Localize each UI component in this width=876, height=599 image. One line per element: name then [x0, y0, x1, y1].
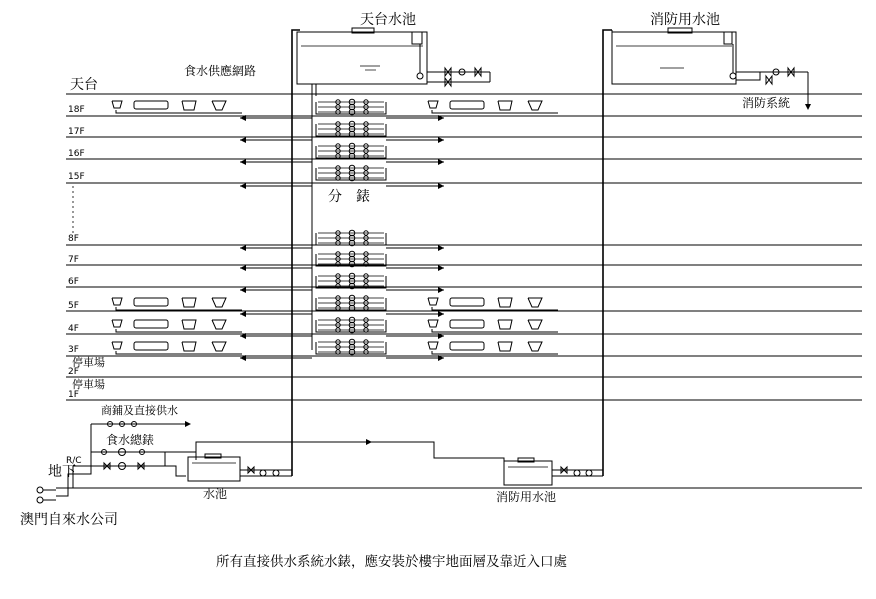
- parking-label-lower: 停車場: [72, 378, 105, 391]
- sub-meter-bank: [316, 230, 386, 246]
- floor-label-18f: 18F: [68, 105, 85, 115]
- water-company-label: 澳門自來水公司: [20, 512, 118, 528]
- floor-label-8f: 8F: [68, 234, 79, 244]
- sub-meter-bank: [316, 165, 386, 181]
- fixture-group: [428, 101, 558, 113]
- supply-network-label: 食水供應網路: [184, 64, 257, 78]
- ground-supply: [20, 403, 196, 528]
- fire-ground-tank-label: 消防用水池: [496, 490, 557, 504]
- fixture-group: [428, 298, 558, 310]
- sub-meter-bank: [316, 317, 386, 333]
- fire-roof-tank-label: 消防用水池: [650, 12, 720, 28]
- floor-label-1f: 1F: [68, 390, 79, 400]
- sub-meter-label: 分 錶: [328, 189, 370, 205]
- fire-supply-line: [196, 439, 504, 466]
- distribution-pipe: [240, 311, 444, 317]
- fixture-group: [428, 342, 558, 354]
- floor-label-15f: 15F: [68, 172, 85, 182]
- fire-ground-tank: [496, 458, 603, 504]
- floor-label-7f: 7F: [68, 255, 79, 265]
- floor-label-3f: 3F: [68, 345, 79, 355]
- parking-label-upper: 停車場: [72, 356, 105, 369]
- fire-roof-tank: [612, 11, 736, 84]
- distribution-pipe: [240, 159, 444, 165]
- floor-label-5f: 5F: [68, 301, 79, 311]
- sub-meter-bank: [316, 273, 386, 289]
- sub-meter-bank: [316, 339, 386, 355]
- distribution-pipe: [240, 245, 444, 251]
- main-meter-label: 食水總錶: [106, 433, 155, 447]
- floor-lines: [66, 94, 862, 488]
- fixture-groups: [112, 101, 558, 354]
- rc-label: R/C: [66, 456, 82, 466]
- fixture-group: [112, 320, 242, 332]
- floor-label-6f: 6F: [68, 277, 79, 287]
- fixture-group: [112, 298, 242, 310]
- bottom-caption: 所有直接供水系統水錶，應安裝於樓宇地面層及靠近入口處: [216, 554, 567, 570]
- floor-label-4f: 4F: [68, 324, 79, 334]
- fire-system-label: 消防系統: [742, 96, 791, 110]
- floor-label-2f: 2F: [68, 367, 79, 377]
- sub-meter-banks: [316, 99, 386, 355]
- fixture-group: [112, 101, 242, 113]
- fixture-group: [428, 320, 558, 332]
- floor-label-16f: 16F: [68, 149, 85, 159]
- roof-tank: [297, 11, 427, 84]
- shops-direct-label: 商鋪及直接供水: [101, 404, 178, 417]
- sub-meter-bank: [316, 295, 386, 311]
- sub-meter-bank: [316, 251, 386, 267]
- roof-tank-label: 天台水池: [360, 12, 416, 28]
- ground-tank-label: 水池: [203, 487, 228, 501]
- roof-tank-outlet-valves: [427, 68, 490, 86]
- distribution-pipe: [240, 137, 444, 143]
- sub-meter-bank: [316, 143, 386, 159]
- floor-label-17f: 17F: [68, 127, 85, 137]
- ground-tank: [188, 452, 292, 501]
- roof-label: 天台: [70, 77, 98, 93]
- sub-meter-bank: [316, 121, 386, 137]
- basement-label: 地下: [48, 464, 76, 480]
- fixture-group: [112, 342, 242, 354]
- sub-meter-bank: [316, 99, 386, 115]
